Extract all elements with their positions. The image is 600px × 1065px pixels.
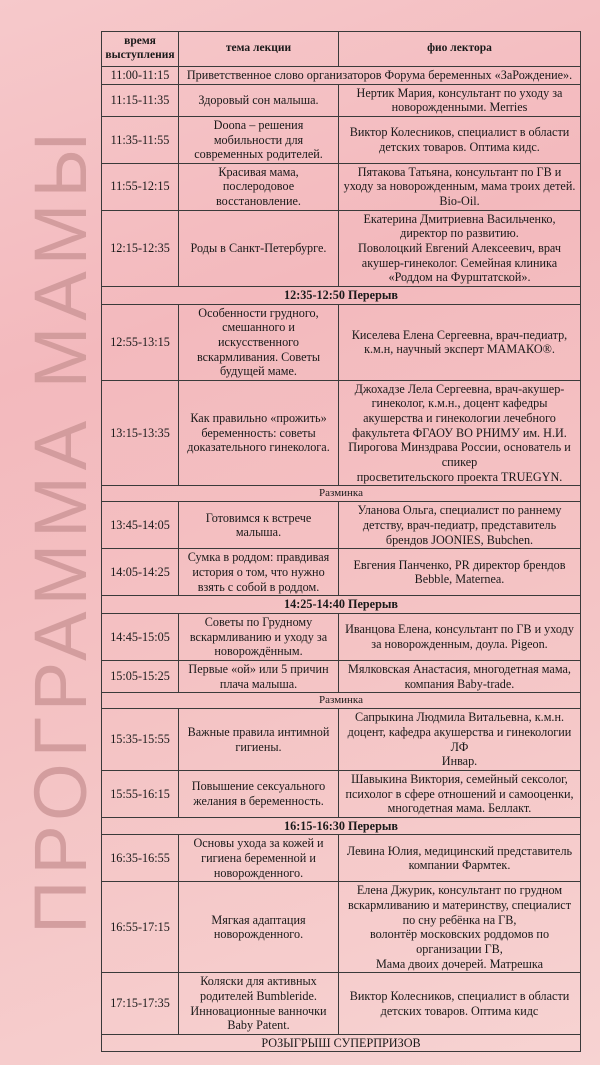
- header-topic: тема лекции: [179, 32, 339, 67]
- speaker-cell: Нертик Мария, консультант по уходу за новорожденными. Merries: [339, 84, 581, 116]
- table-row: [102, 882, 581, 973]
- time-cell: 12:55-13:15: [102, 304, 179, 380]
- topic-cell: Важные правила интимной гигиены.: [179, 709, 339, 771]
- topic-cell: Основы ухода за кожей и гигиена беременной и новорожденного.: [179, 835, 339, 882]
- table-row: [102, 84, 581, 116]
- table-row: [102, 549, 581, 596]
- speaker-cell: Сапрыкина Людмила Витальевна, к.м.н. доцент, кафедра акушерства и гинекологии ЛФ Инвар.: [339, 709, 581, 771]
- table-row: [102, 973, 581, 1035]
- topic-cell: Первые «ой» или 5 причин плача малыша.: [179, 660, 339, 692]
- warmup-label: Разминка: [102, 693, 581, 709]
- time-cell: 11:15-11:35: [102, 84, 179, 116]
- speaker-cell: Шавыкина Виктория, семейный сексолог, психолог в сфере отношений и самооценки, многодетная мама. Беллакт.: [339, 770, 581, 817]
- span-cell: Приветственное слово организаторов Форума беременных «ЗаРождение».: [179, 67, 581, 85]
- time-cell: 15:35-15:55: [102, 709, 179, 771]
- speaker-cell: Киселева Елена Сергеевна, врач-педиатр, к.м.н, научный эксперт МАМАКО®.: [339, 304, 581, 380]
- time-cell: 13:45-14:05: [102, 502, 179, 549]
- time-cell: 15:55-16:15: [102, 770, 179, 817]
- time-cell: 17:15-17:35: [102, 973, 179, 1035]
- time-cell: 15:05-15:25: [102, 660, 179, 692]
- break-label: 12:35-12:50 Перерыв: [102, 286, 581, 304]
- speaker-cell: Уланова Ольга, специалист по раннему детству, врач-педиатр, представитель брендов JOONIES, Bubchen.: [339, 502, 581, 549]
- table-row: [102, 163, 581, 210]
- speaker-cell: Евгения Панченко, PR директор брендов Bebble, Maternea.: [339, 549, 581, 596]
- warmup-row: [102, 486, 581, 502]
- speaker-cell: Мялковская Анастасия, многодетная мама, компания Baby-trade.: [339, 660, 581, 692]
- topic-cell: Как правильно «прожить» беременность: советы доказательного гинеколога.: [179, 380, 339, 485]
- speaker-cell: Джохадзе Лела Сергеевна, врач-акушер-гинеколог, к.м.н., доцент кафедры акушерства и гинекологии лечебного факультета ФГАОУ ВО РНИМУ им. Н.И. Пирогова Минздрава России, основатель и спикер просветительского проекта TRUEGYN.: [339, 380, 581, 485]
- topic-cell: Роды в Санкт-Петербурге.: [179, 210, 339, 286]
- time-cell: 16:55-17:15: [102, 882, 179, 973]
- warmup-row: [102, 693, 581, 709]
- table-row: [102, 380, 581, 485]
- footer-row: [102, 1034, 581, 1052]
- header-time: время выступления: [102, 32, 179, 67]
- table-row: [102, 835, 581, 882]
- speaker-cell: Пятакова Татьяна, консультант по ГВ и уходу за новорожденным, мама троих детей. Bio-Oil.: [339, 163, 581, 210]
- table-row: [102, 210, 581, 286]
- break-row: [102, 817, 581, 835]
- break-label: 14:25-14:40 Перерыв: [102, 596, 581, 614]
- speaker-cell: Виктор Колесников, специалист в области детских товаров. Оптима кидс.: [339, 116, 581, 163]
- speaker-cell: Виктор Колесников, специалист в области детских товаров. Оптима кидс: [339, 973, 581, 1035]
- break-row: [102, 286, 581, 304]
- topic-cell: Коляски для активных родителей Bumbleride. Инновационные ванночки Baby Patent.: [179, 973, 339, 1035]
- warmup-label: Разминка: [102, 486, 581, 502]
- table-row: [102, 613, 581, 660]
- topic-cell: Сумка в роддом: правдивая история о том, что нужно взять с собой в роддом.: [179, 549, 339, 596]
- schedule-table: [101, 31, 581, 1052]
- table-row: [102, 709, 581, 771]
- time-cell: 11:35-11:55: [102, 116, 179, 163]
- break-label: 16:15-16:30 Перерыв: [102, 817, 581, 835]
- speaker-cell: Елена Джурик, консультант по грудном вскармливанию и материнству, специалист по сну ребёнка на ГВ, волонтёр московских роддомов по организации ГВ, Мама двоих дочерей. Матрешка: [339, 882, 581, 973]
- topic-cell: Повышение сексуального желания в беременность.: [179, 770, 339, 817]
- time-cell: 11:55-12:15: [102, 163, 179, 210]
- time-cell: 16:35-16:55: [102, 835, 179, 882]
- topic-cell: Красивая мама, послеродовое восстановление.: [179, 163, 339, 210]
- table-row: [102, 67, 581, 85]
- table-row: [102, 770, 581, 817]
- topic-cell: Doona – решения мобильности для современных родителей.: [179, 116, 339, 163]
- time-cell: 14:45-15:05: [102, 613, 179, 660]
- break-row: [102, 596, 581, 614]
- speaker-cell: Левина Юлия, медицинский представитель компании Фармтек.: [339, 835, 581, 882]
- time-cell: 13:15-13:35: [102, 380, 179, 485]
- table-row: [102, 116, 581, 163]
- time-cell: 11:00-11:15: [102, 67, 179, 85]
- prize-draw-label: РОЗЫГРЫШ СУПЕРПРИЗОВ: [102, 1034, 581, 1052]
- page-title: ПРОГРАММА МАМЫ: [19, 126, 102, 934]
- table-row: [102, 502, 581, 549]
- table-row: [102, 660, 581, 692]
- speaker-cell: Иванцова Елена, консультант по ГВ и уходу за новорожденным, доула. Pigeon.: [339, 613, 581, 660]
- topic-cell: Советы по Грудному вскармливанию и уходу за новорождённым.: [179, 613, 339, 660]
- time-cell: 12:15-12:35: [102, 210, 179, 286]
- header-speaker: фио лектора: [339, 32, 581, 67]
- topic-cell: Готовимся к встрече малыша.: [179, 502, 339, 549]
- table-header-row: [102, 32, 581, 67]
- time-cell: 14:05-14:25: [102, 549, 179, 596]
- table-row: [102, 304, 581, 380]
- topic-cell: Особенности грудного, смешанного и искусственного вскармливания. Советы будущей маме.: [179, 304, 339, 380]
- topic-cell: Мягкая адаптация новорожденного.: [179, 882, 339, 973]
- speaker-cell: Екатерина Дмитриевна Васильченко, директор по развитию. Поволоцкий Евгений Алексеевич, врач акушер-гинеколог. Семейная клиника «Роддом на Фурштатской».: [339, 210, 581, 286]
- topic-cell: Здоровый сон малыша.: [179, 84, 339, 116]
